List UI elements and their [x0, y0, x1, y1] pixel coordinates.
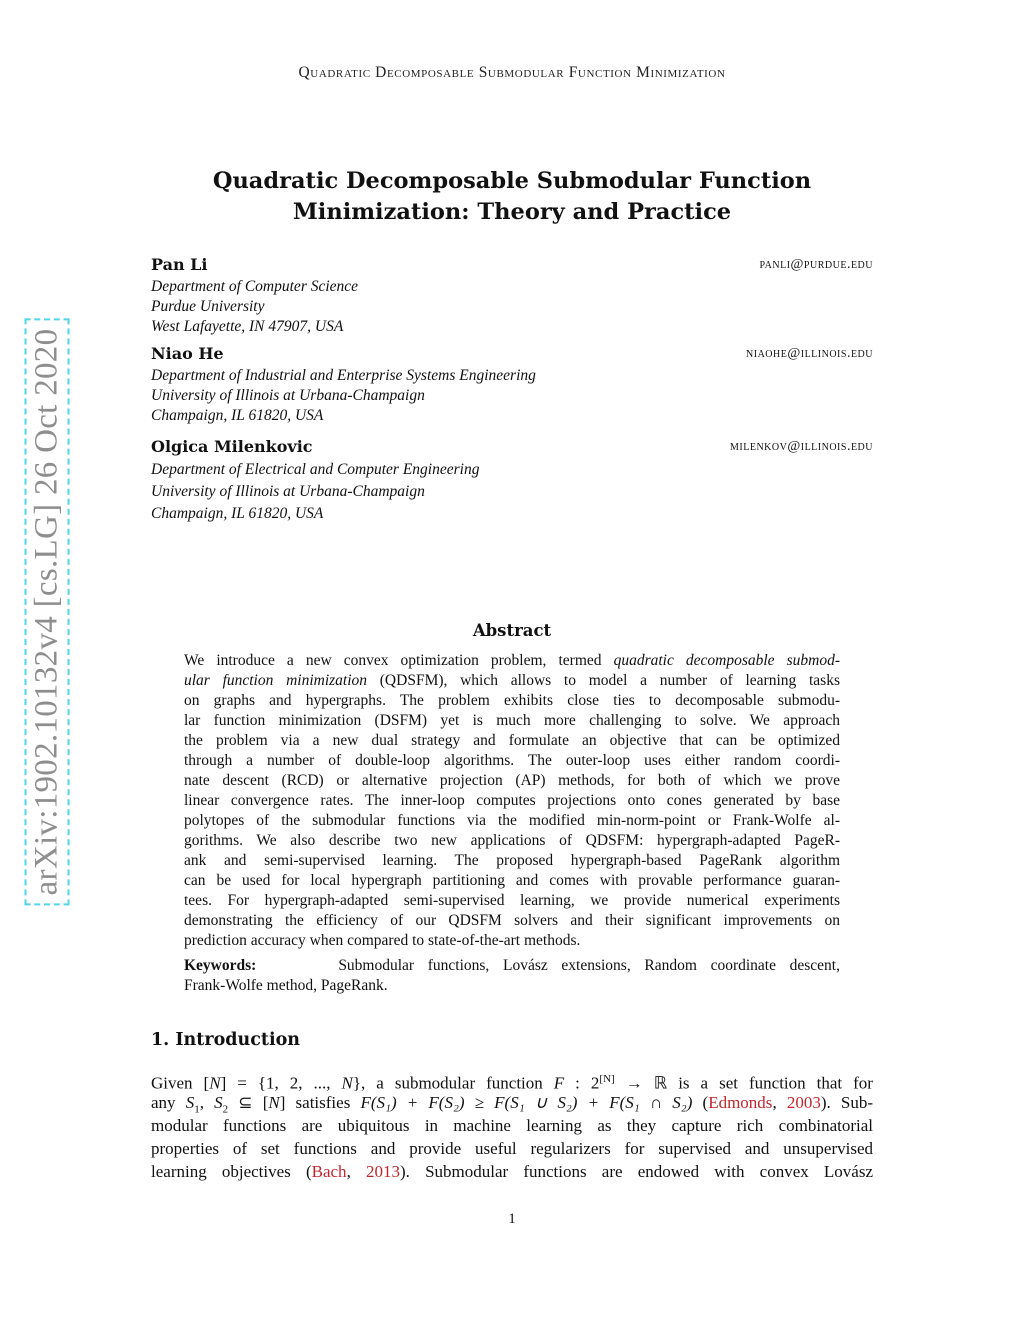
body-line: properties of set functions and provide useful regularizers for supervised and unsupervised — [151, 1139, 873, 1158]
math-var: N — [209, 1073, 221, 1093]
author-name: Niao He — [151, 344, 224, 363]
body-text: ] satisfies — [279, 1093, 361, 1112]
citation-link[interactable]: Bach — [311, 1162, 347, 1181]
author-email[interactable]: panli@purdue.edu — [759, 257, 873, 272]
keywords-line: Frank-Wolfe method, PageRank. — [184, 977, 388, 994]
abstract-heading: Abstract — [472, 621, 552, 640]
citation-year-link[interactable]: 2013 — [365, 1162, 400, 1181]
body-line: any $S_1$, $S_2$ ⊆ [N] satisfies F(S₁) + F(S₂) ≥ F(S₁ ∪ S₂) + F(S₁ ∩ S₂) (Edmonds, 2003). Sub- — [151, 1093, 874, 1116]
author-block-olgica-milenkovic — [151, 437, 873, 525]
math-var: S — [214, 1093, 223, 1112]
title-line-1: Quadratic Decomposable Submodular Function — [212, 168, 812, 194]
abstract-line — [184, 651, 840, 671]
affiliation-line: Department of Industrial and Enterprise Systems Engineering — [151, 367, 536, 384]
body-text: ( — [692, 1093, 709, 1112]
body-text: ⊆ [ — [228, 1093, 269, 1112]
abstract-line: linear convergence rates. The inner-loop computes projections onto cones generated by base — [184, 792, 840, 809]
body-text: ). Sub- — [820, 1093, 874, 1112]
keywords-text: Submodular functions, Lovász extensions, Random coordinate descent, — [338, 957, 840, 974]
math-var: F — [553, 1073, 565, 1093]
affiliation-line: Champaign, IL 61820, USA — [151, 505, 324, 522]
body-text: → ℝ is a set function that for — [614, 1073, 873, 1093]
math-var: N — [341, 1073, 353, 1093]
abstract-line — [184, 671, 840, 691]
math-inequality: F(S₁) + F(S₂) ≥ F(S₁ ∪ S₂) + F(S₁ ∩ S₂) — [360, 1093, 693, 1112]
abstract-emphasis: ular function minimization — [184, 672, 368, 689]
author-name: Olgica Milenkovic — [151, 437, 313, 456]
abstract-line: through a number of double-loop algorithms. The outer-loop uses either random coordi- — [184, 752, 840, 769]
title-line-2: Minimization: Theory and Practice — [292, 199, 732, 225]
abstract-emphasis: quadratic decomposable submod- — [613, 652, 840, 669]
math-superscript: [N] — [599, 1073, 615, 1085]
body-text: Given [ — [151, 1073, 210, 1093]
author-email[interactable]: niaohe@illinois.edu — [746, 346, 873, 361]
abstract-line: gorithms. We also describe two new applications of QDSFM: hypergraph-adapted PageR- — [184, 832, 840, 849]
math-var: N — [268, 1093, 280, 1112]
body-text: : 2 — [564, 1073, 600, 1093]
affiliation-line: Purdue University — [151, 298, 265, 315]
body-text: ] = {1, 2, ..., — [220, 1073, 342, 1093]
body-line — [151, 1068, 873, 1091]
affiliation-line: Department of Computer Science — [151, 278, 359, 295]
abstract-text: We introduce a new convex optimization problem, termed — [184, 652, 614, 669]
abstract-text: (QDSFM), which allows to model a number of learning tasks — [367, 672, 840, 689]
paper-title — [160, 166, 864, 228]
author-block-niao-he — [151, 344, 873, 426]
body-text: learning objectives ( — [151, 1162, 312, 1181]
introduction-body — [151, 1068, 873, 1183]
author-block-pan-li — [151, 255, 873, 337]
abstract-line: lar function minimization (DSFM) yet is much more challenging to solve. We approach — [184, 712, 840, 729]
math-var: S — [185, 1093, 195, 1112]
abstract-line: prediction accuracy when compared to state-of-the-art methods. — [184, 932, 581, 949]
affiliation-line: University of Illinois at Urbana-Champaign — [151, 387, 425, 404]
abstract-line: can be used for local hypergraph partitioning and comes with provable performance guaran- — [184, 872, 840, 889]
abstract-body — [184, 651, 840, 996]
section-heading-introduction: 1. Introduction — [151, 1030, 300, 1050]
affiliation-line: University of Illinois at Urbana-Champaign — [151, 483, 425, 500]
page-number: 1 — [508, 1211, 516, 1227]
abstract-line: polytopes of the submodular functions via the modified min-norm-point or Frank-Wolfe al- — [184, 812, 840, 829]
body-line: modular functions are ubiquitous in machine learning as they capture rich combinatorial — [151, 1116, 873, 1135]
citation-link[interactable]: Edmonds — [708, 1093, 773, 1112]
abstract-line: nate descent (RCD) or alternative projection (AP) methods, for both of which we prove — [184, 772, 840, 789]
body-text: }, a submodular function — [352, 1073, 554, 1093]
author-name: Pan Li — [151, 255, 208, 274]
abstract-line: tees. For hypergraph-adapted semi-supervised learning, we provide numerical experiments — [184, 892, 840, 909]
keywords-line — [184, 956, 840, 976]
affiliation-line: Champaign, IL 61820, USA — [151, 407, 324, 424]
abstract-line: ank and semi-supervised learning. The proposed hypergraph-based PageRank algorithm — [184, 852, 840, 869]
author-email[interactable]: milenkov@illinois.edu — [730, 439, 873, 454]
arxiv-identifier[interactable]: arXiv:1902.10132v4 [cs.LG] 26 Oct 2020 — [25, 319, 70, 906]
abstract-line: on graphs and hypergraphs. The problem exhibits close ties to decomposable submodu- — [184, 692, 840, 709]
keywords-label: Keywords: — [184, 957, 257, 974]
abstract-line: the problem via a new dual strategy and formulate an objective that can be optimized — [184, 732, 840, 749]
running-header: Quadratic Decomposable Submodular Function Minimization — [298, 64, 726, 81]
affiliation-line: West Lafayette, IN 47907, USA — [151, 318, 344, 335]
abstract-line: demonstrating the efficiency of our QDSFM solvers and their significant improvements on — [184, 912, 840, 929]
affiliation-line: Department of Electrical and Computer Engineering — [151, 461, 480, 478]
body-line: learning objectives (Bach, 2013). Submodular functions are endowed with convex Lovász — [151, 1162, 873, 1181]
body-text: any — [151, 1093, 186, 1112]
citation-year-link[interactable]: 2003 — [786, 1093, 821, 1112]
body-text: ). Submodular functions are endowed with convex Lovász — [399, 1162, 873, 1181]
